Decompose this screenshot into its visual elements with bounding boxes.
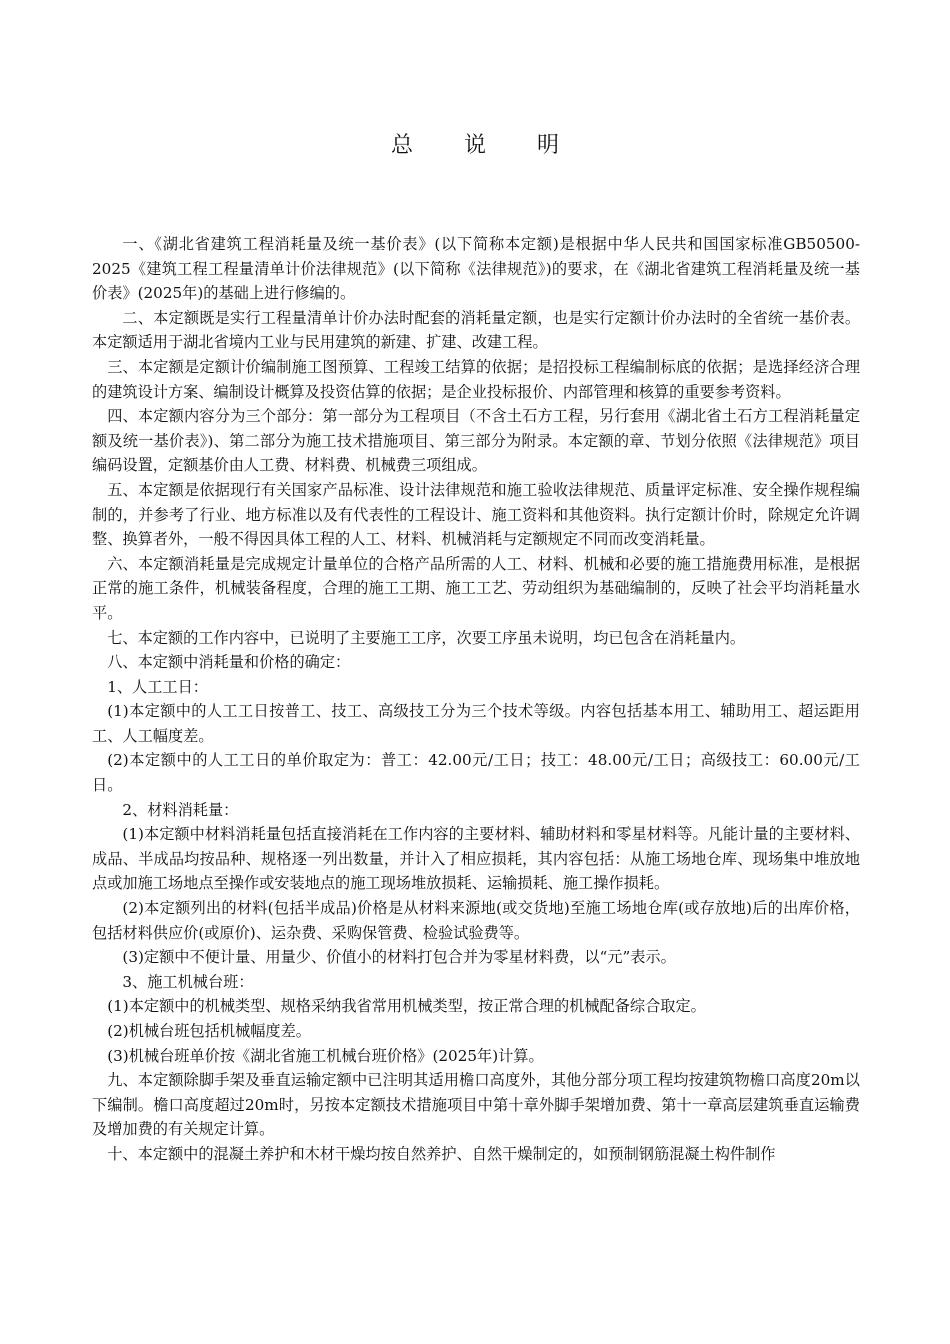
paragraph-15: (3)定额中不便计量、用量少、价值小的材料打包合并为零星材料费，以“元”表示。 — [122, 948, 676, 967]
paragraph-5: 五、本定额是依据现行有关国家产品标准、设计法律规范和施工验收法律规范、质量评定标准、安全操作规程编制的，并参考了行业、地方标准以及有代表性的工程设计、施工资料和其他资料。执行定额计价时，除规定允许调整、换算者外，一般不得因具体工程的人工、材料、机械消耗与定额规定不同而改变消耗量。 — [92, 480, 860, 549]
document-body — [92, 232, 860, 1167]
paragraph-8: 八、本定额中消耗量和价格的确定： — [107, 653, 351, 672]
paragraph-19: (3)机械台班单价按《湖北省施工机械台班价格》(2025年)计算。 — [107, 1046, 544, 1065]
paragraph-7: 七、本定额的工作内容中，已说明了主要施工工序，次要工序虽未说明，均已包含在消耗量内。 — [107, 628, 746, 647]
page-title: 总 说 明 — [391, 133, 581, 158]
paragraph-13: (1)本定额中材料消耗量包括直接消耗在工作内容的主要材料、辅助材料和零星材料等。凡能计量的主要材料、成品、半成品均按品种、规格逐一列出数量，并计入了相应损耗，其内容包括：从施工场地仓库、现场集中堆放地点或加施工场地点至操作或安装地点的施工现场堆放损耗、运输损耗、施工操作损耗。 — [92, 825, 860, 893]
paragraph-18: (2)机械台班包括机械幅度差。 — [107, 1022, 311, 1040]
paragraph-14: (2)本定额列出的材料(包括半成品)价格是从材料来源地(或交货地)至施工场地仓库(或存放地)后的出库价格，包括材料供应价(或原价)、运杂费、采购保管费、检验试验费等。 — [92, 899, 860, 942]
paragraph-16: 3、施工机械台班： — [122, 972, 254, 991]
paragraph-20: 九、本定额除脚手架及垂直运输定额中已注明其适用檐口高度外，其他分部分项工程均按建筑物檐口高度20m以下编制。檐口高度超过20m时，另按本定额技术措施项目中第十章外脚手架增加费、第十一章高层建筑垂直运输费及增加费的有关规定计算。 — [92, 1071, 860, 1139]
paragraph-21: 十、本定额中的混凝土养护和木材干燥均按自然养护、自然干燥制定的，如预制钢筋混凝土构件制作 — [107, 1144, 776, 1163]
paragraph-2: 二、本定额既是实行工程量清单计价办法时配套的消耗量定额，也是实行定额计价办法时的全省统一基价表。本定额适用于湖北省境内工业与民用建筑的新建、扩建、改建工程。 — [92, 308, 860, 352]
paragraph-10: (1)本定额中的人工工日按普工、技工、高级技工分为三个技术等级。内容包括基本用工、辅助用工、超运距用工、人工幅度差。 — [92, 702, 860, 745]
paragraph-11: (2)本定额中的人工工日的单价取定为：普工：42.00元/工日；技工：48.00元/工日；高级技工：60.00元/工日。 — [92, 751, 860, 795]
paragraph-1: 一、《湖北省建筑工程消耗量及统一基价表》(以下简称本定额)是根据中华人民共和国国家标准GB50500-2025《建筑工程工程量清单计价法律规范》(以下简称《法律规范》)的要求，在《湖北省建筑工程消耗量及统一基价表》(2025年)的基础上进行修编的。 — [92, 235, 860, 303]
paragraph-12: 2、材料消耗量： — [122, 800, 239, 819]
paragraph-9: 1、人工工日： — [107, 677, 208, 696]
paragraph-17: (1)本定额中的机械类型、规格采纳我省常用机械类型，按正常合理的机械配备综合取定。 — [107, 997, 706, 1016]
paragraph-4: 四、本定额内容分为三个部分：第一部分为工程项目（不含土石方工程，另行套用《湖北省土石方工程消耗量定额及统一基价表》)、第二部分为施工技术措施项目、第三部分为附录。本定额的章、节划分依照《法律规范》项目编码设置，定额基价由人工费、材料费、机械费三项组成。 — [92, 407, 860, 475]
paragraph-3: 三、本定额是定额计价编制施工图预算、工程竣工结算的依据；是招投标工程编制标底的依据；是选择经济合理的建筑设计方案、编制设计概算及投资估算的依据；是企业投标报价、内部管理和核算的重要参考资料。 — [92, 357, 860, 401]
paragraph-6: 六、本定额消耗量是完成规定计量单位的合格产品所需的人工、材料、机械和必要的施工措施费用标准，是根据正常的施工条件，机械装备程度，合理的施工工期、施工工艺、劳动组织为基础编制的，反映了社会平均消耗量水平。 — [92, 554, 860, 622]
